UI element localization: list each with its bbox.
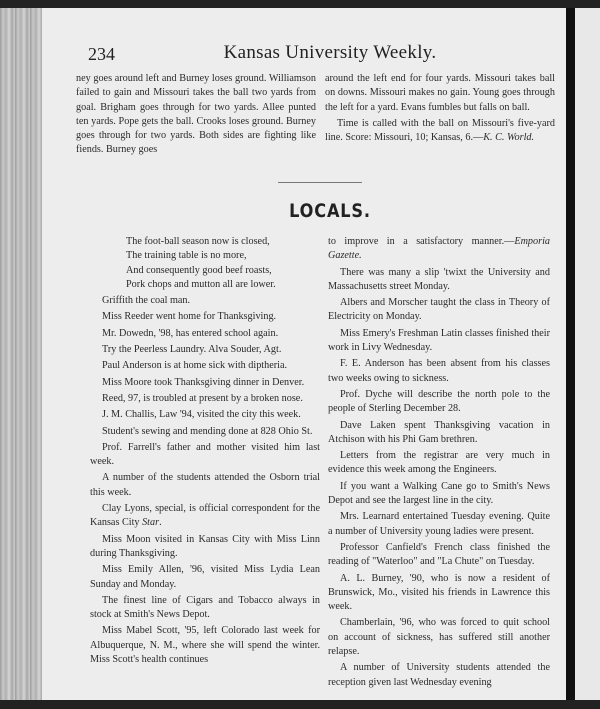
verse-line: And consequently good beef roasts,	[126, 264, 272, 276]
scan-border-top	[0, 0, 600, 8]
news-item: A. L. Burney, '90, who is now a resident of Brunswick, Mo., visited his friends in Lawrence this week.	[328, 572, 550, 613]
section-divider	[278, 182, 362, 183]
item-text-end: .	[159, 517, 162, 529]
news-item: If you want a Walking Cane go to Smith's News Depot and see the largest line in the city.	[328, 480, 550, 507]
book-spine	[566, 8, 575, 700]
newspaper-name: Star	[142, 517, 160, 529]
paragraph	[325, 117, 555, 146]
news-item: A number of University students attended the reception given last Wednesday evening	[328, 662, 550, 688]
score-text: Time is called with the ball on Missouri's five-yard line. Score: Missouri, 10; Kansas, 6.—	[325, 117, 555, 144]
news-item: Miss Emily Allen, '96, visited Miss Lydia Lean Sunday and Monday.	[90, 564, 320, 590]
news-item: Prof. Dyche will describe the north pole to the people of Sterling December 28.	[328, 388, 550, 415]
source-citation: K. C. World.	[483, 132, 535, 144]
running-title: Kansas University Weekly.	[223, 42, 437, 63]
news-item: Miss Moore took Thanksgiving dinner in Denver.	[102, 376, 305, 388]
news-item: Dave Laken spent Thanksgiving vacation in Atchison with his Phi Gam brethren.	[328, 419, 550, 445]
section-heading: LOCALS.	[289, 200, 371, 222]
news-item: Miss Reeder went home for Thanksgiving.	[102, 311, 277, 323]
news-item	[90, 502, 320, 531]
top-right-column	[325, 72, 555, 147]
news-item: Letters from the registrar are very much in evidence this week among the Engineers.	[328, 450, 550, 476]
paragraph: ney goes around left and Burney loses ground. Williamson failed to gain and Missouri takes the ball two yards from goal. Brigham goes through for two yards. Allee punted ten yards. Pope gets the ball. Crooks loses ground. Burney goes through for two yards. Both sides are fighting like fiends. Burney goes	[76, 73, 316, 156]
book-page-edges	[0, 8, 42, 700]
verse-line: The foot-ball season now is closed,	[126, 236, 270, 247]
left-column	[90, 235, 320, 669]
news-item: Professor Canfield's French class finished the reading of "Waterloo" and "La Chute" on Tuesday.	[328, 541, 550, 568]
page-number: 234	[88, 44, 115, 64]
facing-page-edge	[575, 8, 600, 700]
news-item: Reed, 97, is troubled at present by a broken nose.	[102, 392, 303, 404]
news-item: Prof. Farrell's father and mother visited him last week.	[90, 441, 320, 468]
news-item: F. E. Anderson has been absent from his classes two weeks owing to sickness.	[328, 358, 550, 384]
news-item: Paul Anderson is at home sick with diptheria.	[102, 360, 288, 372]
news-item: There was many a slip 'twixt the University and Massachusetts street Monday.	[328, 266, 550, 292]
news-item: The finest line of Cigars and Tobacco always in stock at Smith's News Depot.	[90, 594, 320, 621]
right-column	[328, 235, 550, 692]
verse	[106, 235, 320, 292]
news-item: Griffith the coal man.	[102, 295, 191, 307]
news-item: A number of the students attended the Osborn trial this week.	[90, 472, 320, 498]
news-item: Miss Emery's Freshman Latin classes finished their work in Livy Wednesday.	[328, 327, 550, 354]
news-item: Albers and Morscher taught the class in Theory of Electricity on Monday.	[328, 297, 550, 323]
source-citation: Emporia Gazette.	[328, 236, 550, 262]
item-text: Clay Lyons, special, is official correspondent for the Kansas City	[90, 503, 320, 529]
news-item: Miss Mabel Scott, '95, left Colorado last week for Albuquerque, N. M., where she will spend the winter. Miss Scott's health continues	[90, 625, 320, 666]
item-text: to improve in a satisfactory manner.—	[328, 236, 515, 247]
verse-line: The training table is no more,	[126, 250, 247, 262]
news-item: Chamberlain, '96, who was forced to quit school on account of sickness, has suffered still another relapse.	[328, 617, 550, 658]
paragraph: around the left end for four yards. Missouri takes ball on downs. Missouri makes no gain. Young goes through the left for a yard. Evans fumbles but falls on ball.	[325, 73, 555, 113]
news-item: Try the Peerless Laundry. Alva Souder, Agt.	[102, 344, 282, 356]
news-item-continued	[328, 235, 550, 264]
news-item: Student's sewing and mending done at 828 Ohio St.	[102, 425, 313, 437]
scan-border-bottom	[0, 700, 600, 709]
news-item: Miss Moon visited in Kansas City with Miss Linn during Thanksgiving.	[90, 533, 320, 559]
news-item: Mrs. Learnard entertained Tuesday evening. Quite a number of University young ladies were present.	[328, 511, 550, 537]
local-items	[90, 294, 320, 667]
top-left-column	[76, 72, 316, 160]
news-item: Mr. Dowedn, '98, has entered school again.	[102, 327, 279, 339]
news-item: J. M. Challis, Law '94, visited the city this week.	[102, 409, 301, 421]
verse-line: Pork chops and mutton all are lower.	[126, 278, 276, 290]
